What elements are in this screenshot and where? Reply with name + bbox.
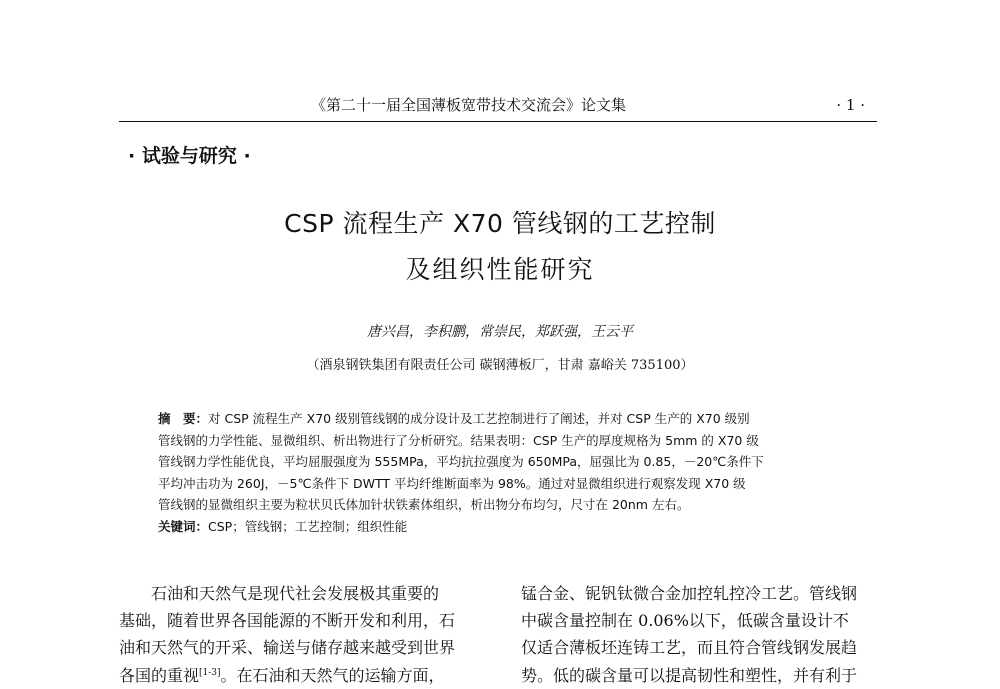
abstract-line: [158, 408, 848, 430]
abstract-line: 平均冲击功为 260J，－5℃条件下 DWTT 平均纤维断面率为 98%。通过对显微组织进行观察发现 X70 级: [158, 475, 746, 491]
section-label: · 试验与研究 ·: [128, 145, 251, 167]
body-line: 石油和天然气是现代社会发展极其重要的: [151, 584, 440, 603]
body-column-left: [119, 580, 485, 689]
keywords: CSP；管线钢；工艺控制；组织性能: [208, 518, 408, 534]
page-number: · 1 ·: [836, 96, 865, 114]
keywords-label: 关键词：: [158, 518, 209, 534]
abstract-line: 管线钢的显微组织主要为粒状贝氏体加针状铁素体组织，析出物分布均匀，尺寸在 20nm 左右。: [158, 497, 690, 512]
keywords-line: [158, 516, 848, 538]
body-text: 各国的重视: [119, 665, 200, 685]
authors: 唐兴昌，李积鹏，常崇民，郑跃强，王云平: [367, 324, 633, 340]
journal-title: 《第二十一届全国薄板宽带技术交流会》论文集: [311, 96, 627, 114]
body-line: 仅适合薄板坯连铸工艺，而且符合管线钢发展趋: [521, 638, 858, 658]
abstract-text: 对 CSP 流程生产 X70 级别管线钢的成分设计及工艺控制进行了阐述，并对 CSP 生产的 X70 级别: [208, 411, 750, 426]
body-line: 锰合金、铌钒钛微合金加控轧控冷工艺。管线钢: [521, 584, 858, 603]
citation: [1-3]: [199, 667, 221, 678]
abstract-label: 摘 要：: [158, 411, 209, 426]
header-rule: [119, 121, 877, 122]
paper-title-line-2: 及组织性能研究: [405, 255, 595, 284]
body-line: 油和天然气的开采、输送与储存越来越受到世界: [119, 638, 456, 658]
abstract: [158, 408, 848, 537]
body-line: 中碳含量控制在 0.06%以下，低碳含量设计不: [521, 611, 849, 631]
body-line: 势。低的碳含量可以提高韧性和塑性，并有利于: [521, 665, 858, 685]
affiliation: （酒泉钢铁集团有限责任公司 碳钢薄板厂，甘肃 嘉峪关 735100）: [306, 358, 694, 373]
paper-title-line-1: CSP 流程生产 X70 管线钢的工艺控制: [284, 209, 716, 238]
abstract-line: 管线钢力学性能优良，平均屈服强度为 555MPa，平均抗拉强度为 650MPa，屈强比为 0.85，－20℃条件下: [158, 454, 764, 469]
body-line: [119, 662, 485, 689]
body-column-right: [521, 580, 887, 689]
abstract-line: 管线钢的力学性能、显微组织、析出物进行了分析研究。结果表明：CSP 生产的厚度规格为 5mm 的 X70 级: [158, 432, 759, 448]
body-line: 基础，随着世界各国能源的不断开发和利用，石: [119, 611, 456, 631]
body-text: 。在石油和天然气的运输方面，: [220, 665, 445, 685]
